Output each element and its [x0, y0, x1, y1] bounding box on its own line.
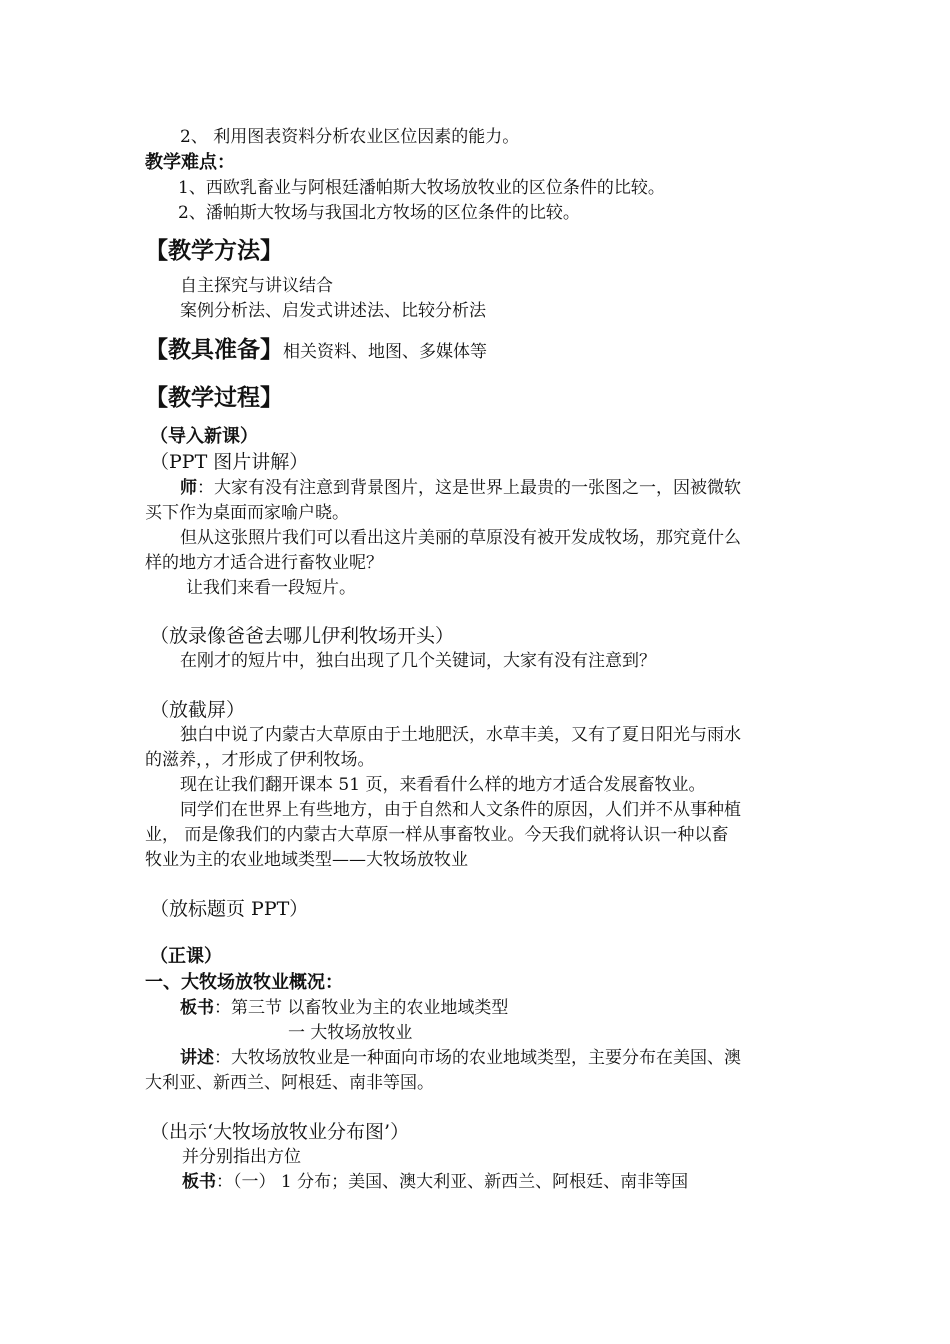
objective-item-2: 2、 利用图表资料分析农业区位因素的能力。 — [180, 127, 520, 147]
paragraph-line: 并分别指出方位 — [182, 1147, 301, 1167]
methods-heading: 【教学方法】 — [145, 237, 283, 264]
title-page-note: （放标题页 PPT） — [150, 898, 309, 920]
paragraph-line: 大利亚、新西兰、阿根廷、南非等国。 — [145, 1073, 434, 1093]
teacher-label: 师 — [180, 478, 197, 498]
tools-line — [145, 335, 487, 365]
process-heading: 【教学过程】 — [145, 384, 283, 411]
paragraph-line: 样的地方才适合进行畜牧业呢？ — [145, 553, 383, 573]
board-text: ：第三节 以畜牧业为主的农业地域类型 — [214, 998, 509, 1018]
paragraph-line: 同学们在世界上有些地方，由于自然和人文条件的原因，人们并不从事种植 — [180, 800, 741, 820]
paragraph-line: 业， 而是像我们的内蒙古大草原一样从事畜牧业。今天我们就将认识一种以畜 — [145, 825, 729, 845]
board-line-2 — [182, 1171, 688, 1193]
paragraph-line: 买下作为桌面而家喻户晓。 — [145, 503, 349, 523]
teacher-text: ：大家有没有注意到背景图片，这是世界上最贵的一张图之一，因被微软 — [197, 478, 741, 498]
ppt-note: （PPT 图片讲解） — [150, 451, 309, 473]
paragraph-line: 牧业为主的农业地域类型——大牧场放牧业 — [145, 850, 468, 870]
difficulty-item-1: 1、西欧乳畜业与阿根廷潘帕斯大牧场放牧业的区位条件的比较。 — [178, 178, 665, 198]
lecture-label: 讲述 — [180, 1048, 214, 1068]
difficulty-heading: 教学难点： — [145, 152, 235, 173]
method-line-1: 自主探究与讲议结合 — [180, 276, 333, 296]
board-subtitle: 一 大牧场放牧业 — [288, 1023, 413, 1043]
board-label: 板书 — [182, 1172, 216, 1192]
lecture-text: ：大牧场放牧业是一种面向市场的农业地域类型，主要分布在美国、澳 — [214, 1048, 741, 1068]
paragraph-line: 独白中说了内蒙古大草原由于土地肥沃，水草丰美，又有了夏日阳光与雨水 — [180, 725, 741, 745]
paragraph-line: 现在让我们翻开课本 51 页，来看看什么样的地方才适合发展畜牧业。 — [180, 775, 706, 795]
tools-text: 相关资料、地图、多媒体等 — [283, 342, 487, 362]
method-line-2: 案例分析法、启发式讲述法、比较分析法 — [180, 301, 486, 321]
tools-heading: 【教具准备】 — [145, 336, 283, 363]
difficulty-item-2: 2、潘帕斯大牧场与我国北方牧场的区位条件的比较。 — [178, 203, 580, 223]
screenshot-note: （放截屏） — [150, 699, 246, 721]
paragraph-line: 在刚才的短片中，独白出现了几个关键词，大家有没有注意到？ — [180, 651, 656, 671]
board-line-1 — [180, 997, 508, 1019]
board-text: ：（一） 1 分布；美国、澳大利亚、新西兰、阿根廷、南非等国 — [216, 1172, 689, 1192]
map-note: （出示‘大牧场放牧业分布图’） — [150, 1121, 410, 1143]
board-label: 板书 — [180, 998, 214, 1018]
paragraph-line: 但从这张照片我们可以看出这片美丽的草原没有被开发成牧场，那究竟什么 — [180, 528, 741, 548]
main-lesson-heading: （正课） — [150, 946, 222, 967]
paragraph-line: 让我们来看一段短片。 — [186, 578, 356, 598]
video-note: （放录像爸爸去哪儿伊利牧场开头） — [150, 625, 455, 647]
lecture-line — [180, 1047, 741, 1069]
intro-heading: （导入新课） — [150, 426, 258, 447]
section-one-heading: 一、大牧场放牧业概况： — [145, 972, 343, 993]
paragraph-line: 的滋养，，才形成了伊利牧场。 — [145, 750, 375, 770]
teacher-line — [180, 477, 741, 499]
